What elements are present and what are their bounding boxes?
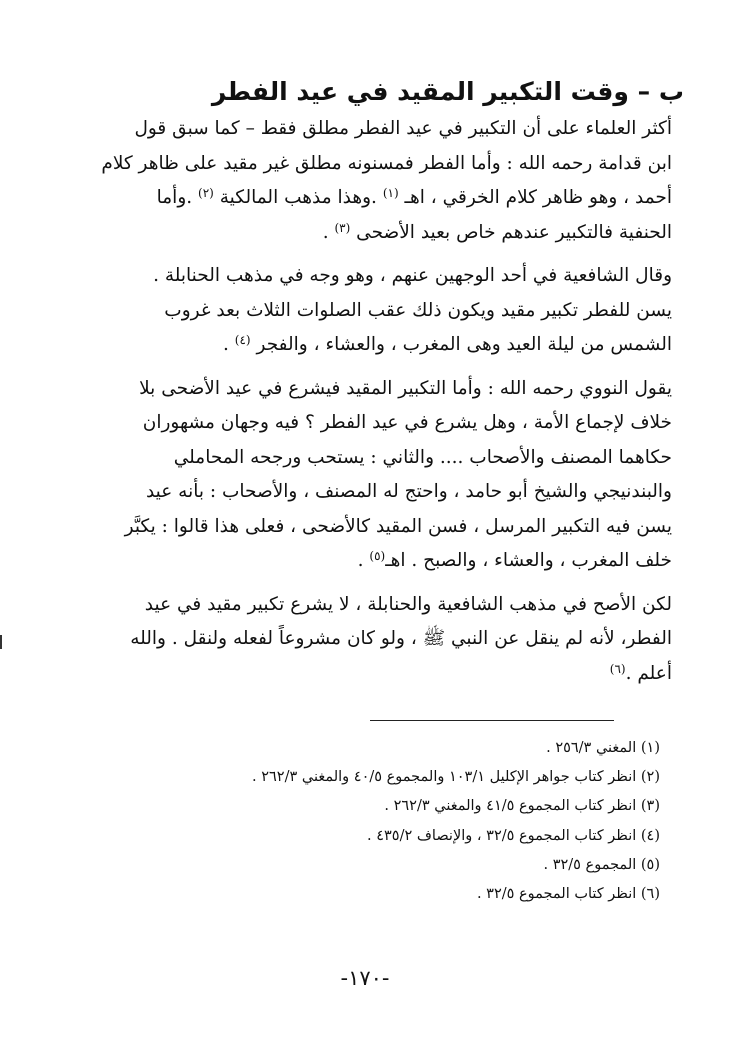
text-line: يقول النووي رحمه الله : وأما التكبير المقيد فيشرع في عيد الأضحى بلا bbox=[139, 377, 672, 399]
text-line: أحمد ، وهو ظاهر كلام الخرقي ، اهـ $^{(١)}$ .وهذا مذهب المالكية $^{(٢)}$ .وأما bbox=[156, 186, 672, 208]
text-line: والبندنيجي والشيخ أبو حامد ، واحتج له المصنف ، والأصحاب : بأنه عيد bbox=[145, 481, 672, 502]
footnote: (٤) انظر كتاب المجموع ٣٢/٥ ، والإنصاف ٤٣٥/٢ . bbox=[367, 827, 660, 844]
footnote-ref: (٤) bbox=[234, 333, 251, 347]
text-line: ابن قدامة رحمه الله : وأما الفطر فمسنونه مطلق غير مقيد على ظاهر كلام bbox=[101, 152, 672, 174]
footnote-separator bbox=[370, 720, 614, 721]
text-line: الحنفية فالتكبير عندهم خاص بعيد الأضحى $^{(٣)}$ . bbox=[322, 220, 672, 243]
text-line: الفطر، لأنه لم ينقل عن النبي ﷺ ، ولو كان مشروعاً لفعله ولنقل . والله bbox=[130, 628, 672, 649]
text-line: يسن للفطر تكبير مقيد ويكون ذلك عقب الصلوات الثلاث بعد غروب bbox=[164, 299, 672, 321]
footnote: (٥) المجموع ٣٢/٥ . bbox=[543, 856, 660, 873]
text-line: أكثر العلماء على أن التكبير في عيد الفطر مطلق فقط – كما سبق قول bbox=[134, 118, 672, 139]
scan-edge-mark bbox=[0, 635, 2, 649]
footnote: (٦) انظر كتاب المجموع ٣٢/٥ . bbox=[476, 886, 660, 903]
footnote: (٣) انظر كتاب المجموع ٤١/٥ والمغني ٢٦٢/٣ . bbox=[384, 798, 660, 815]
text-line: خلف المغرب ، والعشاء ، والصبح . اهـ$^{(٥)}$ . bbox=[357, 549, 672, 571]
footnotes bbox=[100, 734, 660, 909]
page-number: -١٧٠- bbox=[340, 966, 390, 990]
footnote-ref: (٥) bbox=[369, 549, 386, 563]
text-line: وقال الشافعية في أحد الوجهين عنهم ، وهو وجه في مذهب الحنابلة . bbox=[153, 265, 672, 286]
text-line: لكن الأصح في مذهب الشافعية والحنابلة ، لا يشرع تكبير مقيد في عيد bbox=[144, 593, 672, 615]
text-line: خلاف لإجماع الأمة ، وهل يشرع في عيد الفطر ؟ فيه وجهان مشهوران bbox=[142, 412, 672, 433]
footnote-ref: (٦) bbox=[609, 661, 626, 676]
footnote: (١) المغني ٢٥٦/٣ . bbox=[546, 740, 660, 756]
text-line: الشمس من ليلة العيد وهى المغرب ، والعشاء ، والفجر $^{(٤)}$ . bbox=[223, 333, 672, 355]
text-line: يسن فيه التكبير المرسل ، فسن المقيد كالأضحى ، فعلى هذا قالوا : يكبَّر bbox=[124, 515, 672, 537]
text-line: أعلم .$^{(٦)}$ bbox=[609, 661, 672, 684]
footnote-ref: (١) bbox=[382, 186, 399, 200]
footnote-ref: (٣) bbox=[334, 220, 351, 235]
section-heading: ب – وقت التكبير المقيد في عيد الفطر bbox=[211, 77, 684, 106]
footnote-ref: (٢) bbox=[198, 186, 214, 200]
page-body bbox=[70, 72, 684, 700]
paragraph-2 bbox=[70, 259, 684, 363]
footnote: (٢) انظر كتاب جواهر الإكليل ١٠٣/١ والمجموع ٤٠/٥ والمغني ٢٦٢/٣ . bbox=[252, 769, 660, 786]
paragraph-3 bbox=[70, 372, 684, 579]
paragraph-1 bbox=[70, 112, 684, 250]
paragraph-4 bbox=[70, 588, 684, 692]
text-line: حكاهما المصنف والأصحاب .... والثاني : يستحب ورجحه المحاملي bbox=[173, 446, 672, 468]
